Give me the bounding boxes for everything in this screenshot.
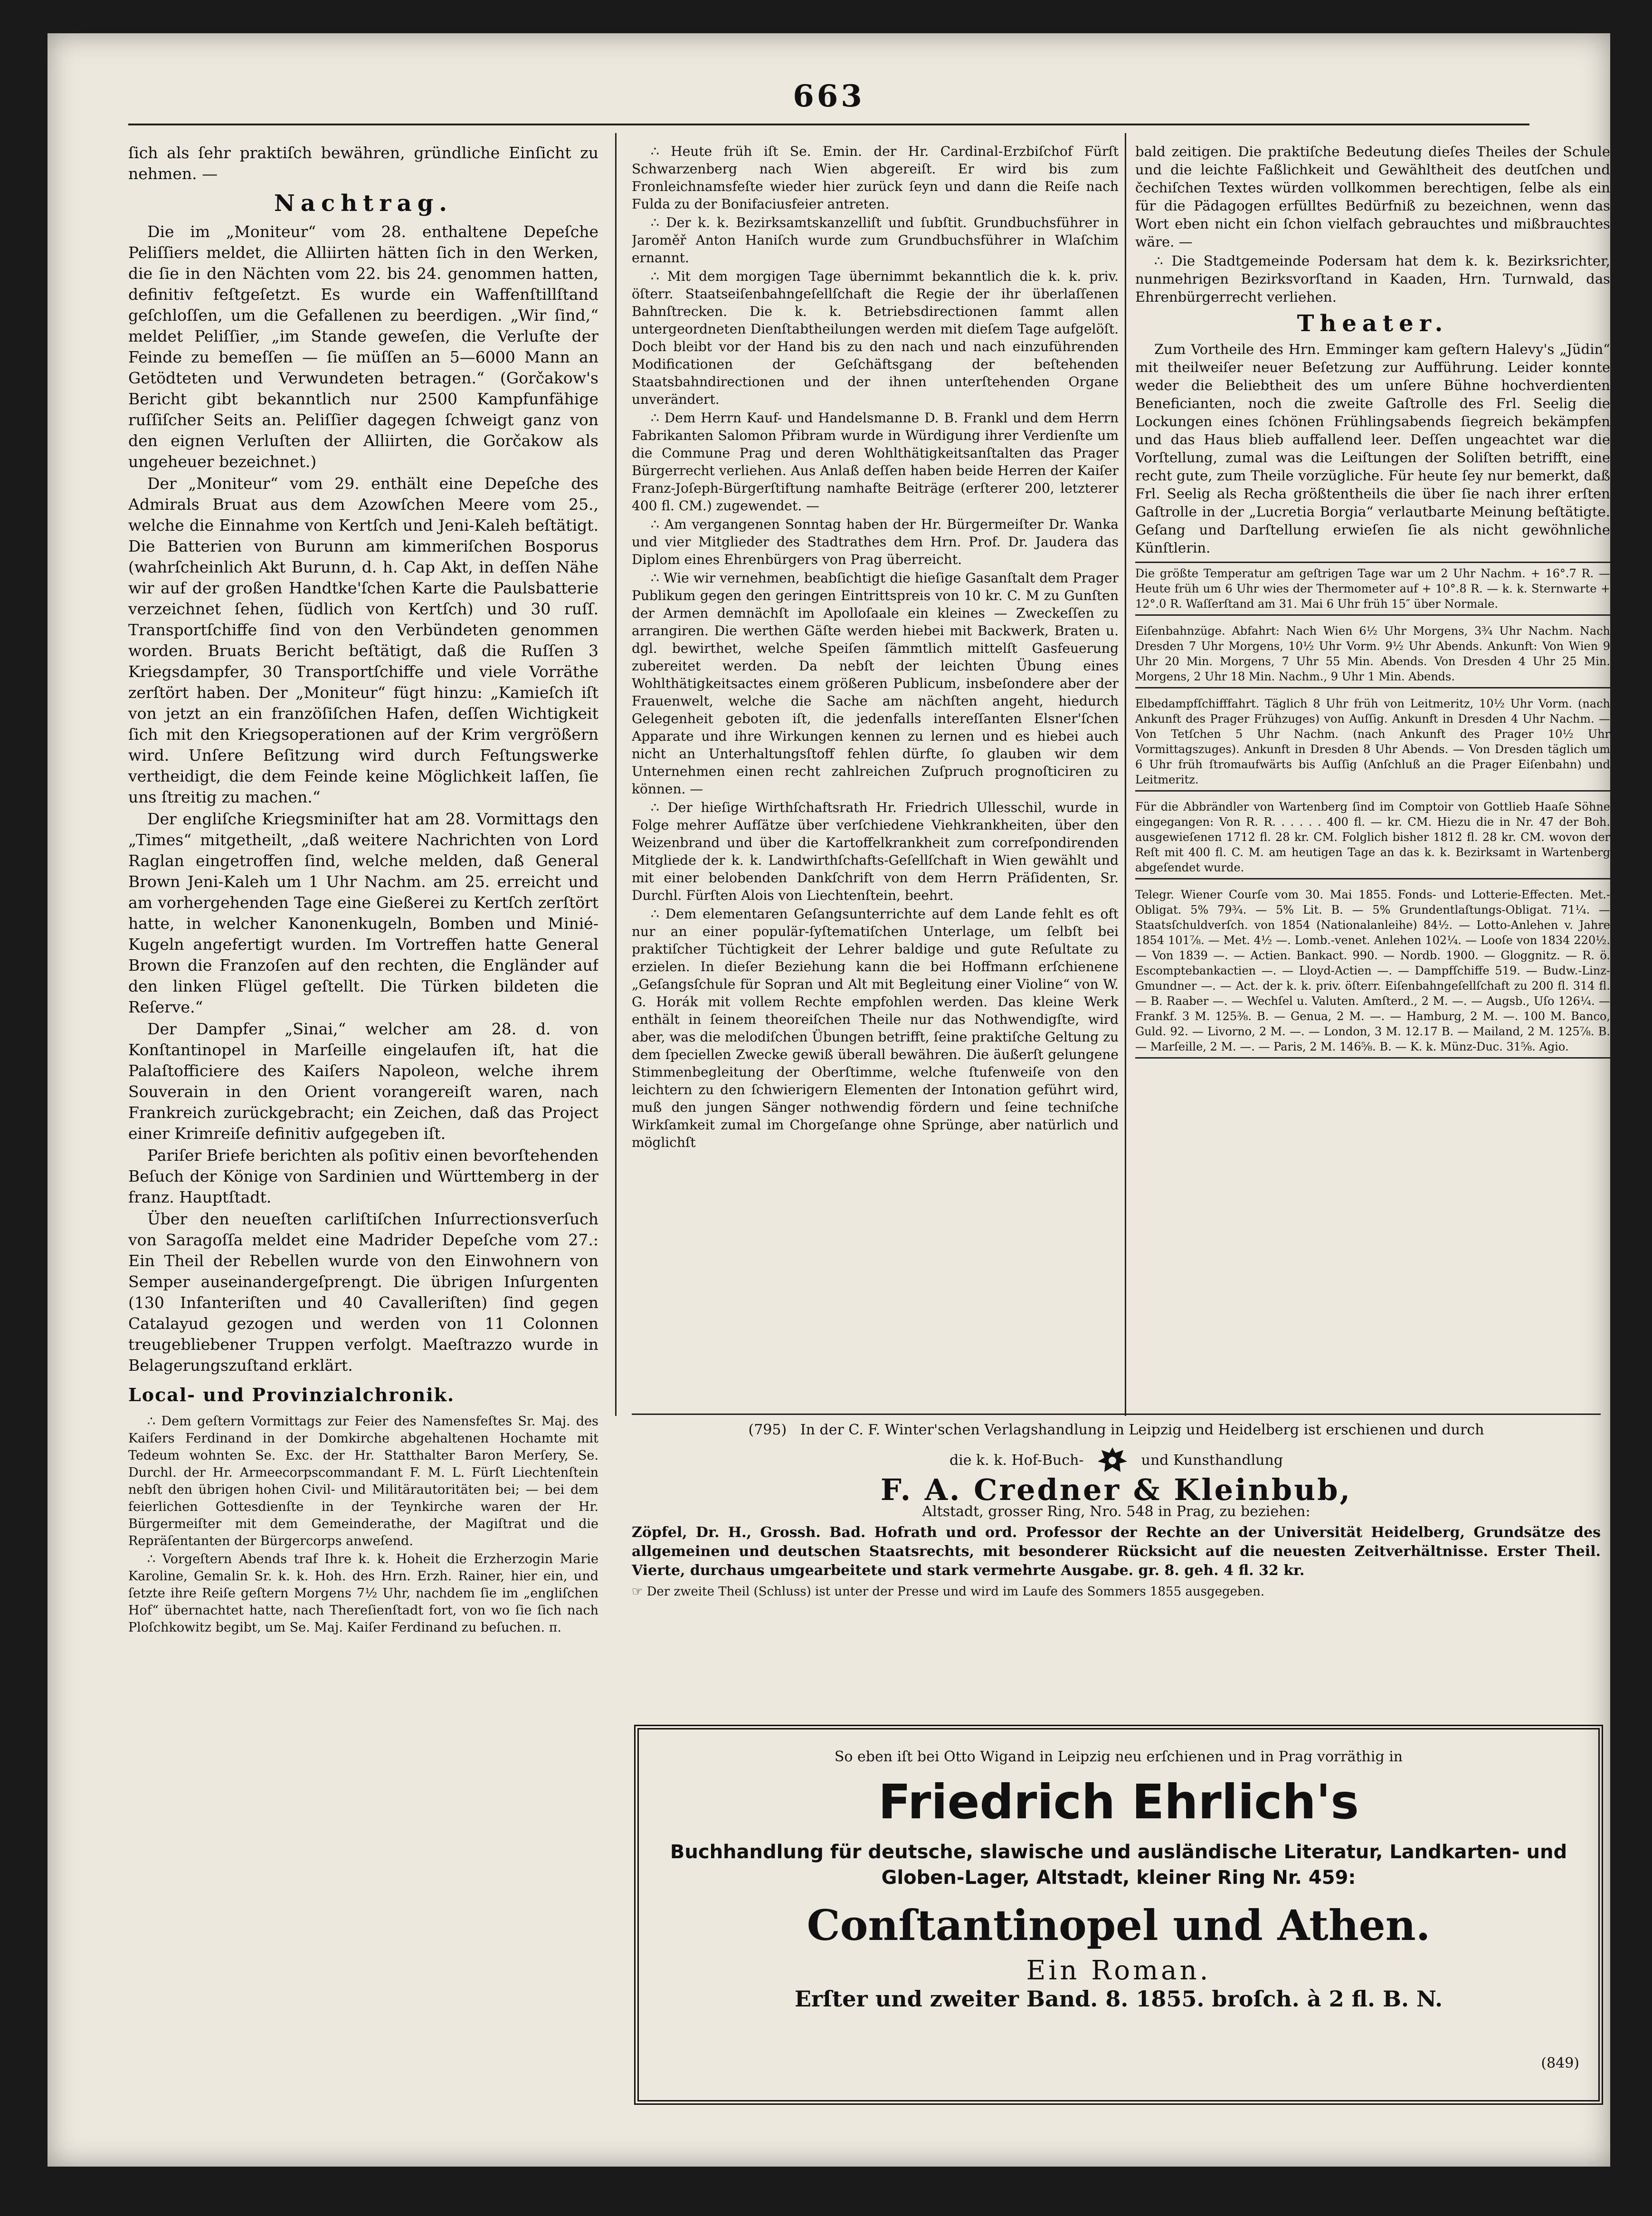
article-paragraph: Der „Moniteur“ vom 29. enthält eine Depeſche des Admirals Bruat aus dem Azowſchen Meere vom 25., welche die Einnahme von Kertſch und Jeni-Kaleh beſtätigt. Die Batterien von Burunn am kimmeriſchen Bosporus (wahrſcheinlich Akt Burunn, d. h. Cap Akt, in deſſen Nähe wir auf der großen Handtke'ſchen Karte die Paulsbatterie verzeichnet ſehen, ſüdlich von Kertſch) und 30 ruſſ. Transportſchiffe ſind von den Verbündeten genommen worden. Bruats Bericht beſtätigt, daß die Ruſſen 3 Kriegsdampfer, 30 Transportſchiffe und viele Vorräthe zerſtört haben. Der „Moniteur“ fügt hinzu: „Kamieſch iſt von jetzt an ein franzöſiſchen Hafen, deſſen Wichtigkeit ſich mit den Kriegsoperationen auf der Krim vergrößern wird. Unſere Beſitzung wird durch Feſtungswerke vertheidigt, die dem Feinde keine Möglichkeit laſſen, ſie uns ſtreitig zu machen.“ (128, 474, 598, 806)
column-divider-1 (615, 133, 617, 1416)
news-item: ∴ Der hieſige Wirthſchaftsrath Hr. Friedrich Ullesschil, wurde in Folge mehrer Aufſätze über verſchiedene Viehkrankheiten, über den Weizenbrand und über die Kartoffelkrankheit zum correſpondirenden Mitgliede der k. k. Landwirthſchafts-Geſellſchaft in Wien gewählt und mit einer belobenden Dankſchrift von dem Herrn Präſidenten, Sr. Durchl. Fürſten Alois von Liechtenſtein, beehrt. (632, 800, 1119, 903)
news-item: ∴ Dem elementaren Geſangsunterrichte auf dem Lande fehlt es oft nur an einer populär-ſyſtematiſchen Unterlage, um ſelbſt bei praktiſcher Tüchtigkeit der Lehrer baldige und gute Reſultate zu erzielen. In dieſer Beziehung kann die bei Hoffmann erſchienene „Geſangsſchule für Sopran und Alt mit Begleitung einer Violine“ von W. G. Horák mit vollem Rechte empfohlen werden. Das kleine Werk enthält in ſeinem theoreiſchen Theile nur das Nothwendigſte, wird aber, was die melodiſchen Übungen betrifft, ſeine praktiſche Geltung zu dem ſpeciellen Zwecke gewiß überall bewähren. Die äußerſt gelungene Stimmenbegleitung der Oberſtimme, welche ſtufenweiſe von den leichtern zu den ſchwierigern Elementen der Intonation geführt wird, muß den jungen Sänger nothwendig fördern und ſeine techniſche Wirkſamkeit zumal im Chorgeſange ohne Sprünge, aber natürlich und möglichſt (632, 906, 1119, 1150)
ad2-number: (849) (1541, 2055, 1579, 2072)
ad-note: ☞ Der zweite Theil (Schluss) ist unter der Presse und wird im Laufe des Sommers 1855 ausgegeben. (632, 1585, 1265, 1599)
news-item: bald zeitigen. Die praktiſche Bedeutung dieſes Theiles der Schule und die leichte Faßlichkeit und Gewähltheit des deutſchen und čechiſchen Textes würden vollkommen berechtigen, ſelbe als ein für die Pädagogen erfülltes Bedürfniß zu bezeichnen, wenn das Wort eben nicht ein ſchon vielfach gebrauchtes und mißbrauchtes wäre. — (1135, 143, 1610, 250)
donation-notice: Für die Abbrändler von Wartenberg ſind im Comptoir von Gottlieb Haaſe Söhne eingegangen: Von R. R. . . . . . 400 fl. — kr. CM. Hiezu die in Nr. 47 der Boh. ausgewieſenen 1712 fl. 28 kr. CM. Folglich bisher 1812 fl. 28 kr. CM. wovon der Reſt mit 400 fl. C. M. am heutigen Tage an das k. k. Bezirksamt in Wartenberg abgeſendet wurde. (1135, 796, 1610, 879)
newspaper-page (47, 33, 1610, 2167)
ad-publisher-text-b: und Kunsthandlung (1141, 1452, 1283, 1469)
news-item: ∴ Dem Herrn Kauf- und Handelsmanne D. B. Frankl und dem Herrn Fabrikanten Salomon Přibram wurde in Würdigung ihrer Verdienſte um die Commune Prag und deren Wohlthätigkeitsanſtalten das Prager Bürgerrecht verliehen. Aus Anlaß deſſen haben beide Herren der Kaiſer Franz-Joſeph-Bürgerſtiftung namhafte Beiträge (erſterer 200, letzterer 400 fl. CM.) zugewendet. — (632, 410, 1119, 514)
ad-address: Altstadt, grosser Ring, Nro. 548 in Prag, zu beziehen: (922, 1503, 1310, 1520)
ad-publisher-text-a: die k. k. Hof-Buch- (949, 1452, 1084, 1469)
article-paragraph: Die im „Moniteur“ vom 28. enthaltene Depeſche Peliſſiers meldet, die Alliirten hätten ſich in den Werken, die ſie in den Nächten vom 22. bis 24. genommen hatten, definitiv feſtgeſetzt. Es wurde ein Waffenſtillſtand geſchloſſen, um die Gefallenen zu beerdigen. „Wir ſind,“ meldet Peliſſier, „im Stande geweſen, die Verluſte der Feinde zu bemeſſen — ſie müſſen an 5—6000 Mann an Getödteten und Verwundeten betragen.“ (Gorčakow's Bericht gibt bekanntlich nur 2500 Kampfunfähige ruſſiſcher Seits an. Peliſſier dagegen ſchweigt ganz von den eignen Verluſten der Alliirten, die Gorčakow als ungeheuer bezeichnet.) (128, 222, 598, 471)
ad-book-description: Zöpfel, Dr. H., Grossh. Bad. Hofrath und ord. Professor der Rechte an der Universität Heidelberg, Grundsätze des allgemeinen und deutschen Staatsrechts, mit besonderer Rücksicht auf die neuesten Zeitverhältnisse. Erster Theil. Vierte, durchaus umgearbeitete und stark vermehrte Ausgabe. gr. 8. geh. 4 fl. 32 kr. (632, 1524, 1601, 1579)
lead-text: ſich als ſehr praktiſch bewähren, gründliche Einſicht zu nehmen. — (128, 143, 598, 183)
ad2-shop-name: Friedrich Ehrlich's (878, 1774, 1359, 1830)
advertisement-credner (632, 1421, 1601, 1601)
news-item: ∴ Der k. k. Bezirksamtskanzelliſt und ſubſtit. Grundbuchsführer in Jaroměř Anton Haniſch wurde zum Grundbuchsführer in Wlaſchim ernannt. (632, 215, 1119, 266)
theater-review: Zum Vortheile des Hrn. Emminger kam geſtern Halevy's „Jüdin“ mit theilweiſer neuer Beſetzung zur Aufführung. Leider konnte weder die Beliebtheit des um unſere Bühne hochverdienten Beneficianten, noch die zweite Gaſtrolle des Frl. Seelig die Lockungen eines ſchönen Frühlingsabends ſiegreich bekämpfen und das Haus blieb auffallend leer. Deſſen ungeachtet war die Vorſtellung, zumal was die Leiſtungen der Soliſten betrifft, eine recht gute, zum Theile vorzügliche. Für heute ſey nur bemerkt, daß Frl. Seelig als Recha größtentheils die über ſie nach ihrer erſten Gaſtrolle in der „Lucretia Borgia“ verlautbarte Meinung beſtätigte. Geſang und Darſtellung erwieſen ſie als nicht gewöhnliche Künſtlerin. (1135, 341, 1610, 556)
column-left (128, 143, 598, 2053)
ad2-price: Erſter und zweiter Band. 8. 1855. broſch. à 2 fl. B. N. (794, 1986, 1443, 2012)
ad-number: (795) (748, 1422, 787, 1438)
news-item: ∴ Vorgeſtern Abends traf Ihre k. k. Hoheit die Erzherzogin Marie Karoline, Gemalin Sr. k. k. Hoh. des Hrn. Erzh. Rainer, hier ein, und ſetzte ihre Reiſe geſtern Morgens 7½ Uhr, nachdem ſie im „engliſchen Hof“ übernachtet hatte, nach Thereſienſtadt fort, von wo ſie ſich nach Ploſchkowitz begibt, um Se. Maj. Kaiſer Ferdinand zu beſuchen. π. (128, 1552, 598, 1635)
article-paragraph: Der engliſche Kriegsminiſter hat am 28. Vormittags den „Times“ mitgetheilt, „daß weitere Nachrichten von Lord Raglan eingetroffen ſind, welche melden, daß General Brown Jeni-Kaleh um 1 Uhr Nachm. am 25. erreicht und am vorhergehenden Tage eine Gießerei zu Kertſch zerſtört hatte, in welcher Kanonenkugeln, Bomben und Minié-Kugeln angefertigt wurden. Im Vortreffen hatte General Brown die Franzoſen auf den rechten, die Engländer auf den linken Flügel geſtellt. Die Türken bildeten die Reſerve.“ (128, 810, 598, 1016)
advertisement-ehrlich (634, 1725, 1603, 2105)
section-heading-chronik: Local- und Provinzialchronik. (128, 1384, 455, 1405)
article-paragraph: Pariſer Briefe berichten als poſitiv einen bevorſtehenden Beſuch der Könige von Sardinien und Württemberg in der franz. Hauptſtadt. (128, 1146, 598, 1206)
train-schedule: Eiſenbahnzüge. Abfahrt: Nach Wien 6½ Uhr Morgens, 3¾ Uhr Nachm. Nach Dresden 7 Uhr Morgens, 10½ Uhr Vorm. 9½ Uhr Abends. Ankunft: Von Wien 9 Uhr 20 Min. Morgens, 7 Uhr 55 Min. Abends. Von Dresden 4 Uhr 25 Min. Morgens, 2 Uhr 18 Min. Nachm., 9 Uhr 1 Min. Abends. (1135, 621, 1610, 688)
news-item: ∴ Heute früh iſt Se. Emin. der Hr. Cardinal-Erzbiſchof Fürſt Schwarzenberg nach Wien abgereiſt. Er wird bis zum Fronleichnamsfeſte wieder hier zurück ſeyn und dann die Reiſe nach Fulda zu der Bonifaciusfeier antreten. (632, 143, 1119, 212)
column-right (1135, 143, 1610, 1435)
news-item: ∴ Am vergangenen Sonntag haben der Hr. Bürgermeiſter Dr. Wanka und vier Mitglieder des Stadtrathes dem Hrn. Prof. Dr. Jaudera das Diplom eines Ehrenbürgers von Prag überreicht. (632, 516, 1119, 567)
ad-firm-name: F. A. Credner & Kleinbub, (880, 1472, 1352, 1507)
ad2-book-tagline: Ein Roman. (1026, 1955, 1211, 1986)
section-heading-theater: Theater. (1297, 310, 1449, 337)
header-rule (128, 124, 1529, 125)
exchange-rates: Telegr. Wiener Courſe vom 30. Mai 1855. Fonds- und Lotterie-Effecten. Met.-Obligat. 5% 79¾. — 5% Lit. B. — 5% Grundentlaſtungs-Obligat. 71¼. — Staatsſchuldverſch. von 1854 (Nationalanleihe) 84½. — Lotto-Anlehen v. Jahre 1854 101⅞. — Met. 4½ —. Lomb.-venet. Anlehen 102¼. — Looſe von 1834 220½. — Von 1839 —. — Actien. Bankact. 990. — Nordb. 1900. — Gloggnitz. — R. ö. Escomptebankactien —. — Lloyd-Actien —. — Dampfſchiffe 519. — Budw.-Linz-Gmundner —. — Act. der k. k. priv. öſterr. Eiſenbahngeſellſchaft zu 200 fl. 314 fl. — B. Raaber —. — Wechſel u. Valuten. Amſterd., 2 M. —. — Augsb., Uſo 126¼. — Frankf. 3 M. 125⅜. B. — Genua, 2 M. —. — Hamburg, 2 M. —. 100 M. Banco, Guld. 92. — Livorno, 2 M. —. — London, 3 M. 12.17 B. — Mailand, 2 M. 125⅞. B. — Marſeille, 2 M. —. — Paris, 2 M. 146⅝. B. — K. k. Münz-Duc. 31⅝. Agio. (1135, 884, 1610, 1059)
ad2-shop-description: Buchhandlung für deutsche, slawische und ausländische Literatur, Landkarten- und Globen-Lager, Altstadt, kleiner Ring Nr. 459: (670, 1841, 1567, 1889)
news-item: ∴ Wie wir vernehmen, beabſichtigt die hieſige Gasanſtalt dem Prager Publikum gegen den geringen Eintrittspreis von 10 kr. C. M zu Gunſten der Armen demnächſt im Apolloſaale ein kleines — Zweckeſſen zu arrangiren. Die werthen Gäſte werden hiebei mit Backwerk, Braten u. dgl. bewirthet, welche Speiſen ſämmtlich mittelſt Gasfeuerung zubereitet werden. Da nebſt der leichten Übung eines Wohlthätigkeitsactes einem größeren Publicum, insbeſondere aber der Frauenwelt, welche die Sache am nächſten angeht, hiedurch Gelegenheit geboten iſt, die jedenfalls intereſſanten Elsner'ſchen Apparate und ihre Wirkungen kennen zu lernen und es hiebei auch nicht an Unterhaltungsſtoff fehlen dürfte, ſo glauben wir dem Unternehmen einen recht zahlreichen Zuſpruch prognoſticiren zu können. — (632, 570, 1119, 797)
article-paragraph: Über den neueſten carliſtiſchen Inſurrectionsverſuch von Saragoſſa meldet eine Madrider Depeſche vom 27.: Ein Theil der Rebellen wurde von den Einwohnern von Semper auseinandergeſprengt. Die übrigen Inſurgenten (130 Infanteriſten und 40 Cavalleriſten) ſind gegen Catalayud gezogen und werden von 11 Colonnen treugebliebener Truppen verfolgt. Maeſtrazzo wurde in Belagerungszuſtand erklärt. (128, 1210, 598, 1375)
ad-intro-text: In der C. F. Winter'schen Verlagshandlung in Leipzig und Heidelberg ist erschienen und durch (800, 1422, 1484, 1438)
article-paragraph: Der Dampfer „Sinai,“ welcher am 28. d. von Konſtantinopel in Marſeille eingelaufen iſt, hat die Palaſtofficiere des Kaiſers Napoleon, welche ihrem Souverain in den Orient vorangereiſt waren, nach Frankreich zurückgebracht; ein Zeichen, daß das Project einer Krimreiſe definitiv aufgegeben iſt. (128, 1020, 598, 1143)
page-number: 663 (793, 78, 865, 114)
ad-intro-line (632, 1421, 1601, 1440)
weather-report: Die größte Temperatur am geſtrigen Tage war um 2 Uhr Nachm. + 16°.7 R. — Heute früh um 6 Uhr wies der Thermometer auf + 10°.8 R. — k. k. Sternwarte + 12°.0 R. Waſſerſtand am 31. Mai 6 Uhr früh 15″ über Normale. (1135, 562, 1610, 616)
news-item: ∴ Dem geſtern Vormittags zur Feier des Namensfeſtes Sr. Maj. des Kaiſers Ferdinand in der Domkirche abgehaltenen Hochamte mit Tedeum wohnten Se. Exc. der Hr. Statthalter Baron Merſery, Se. Durchl. der Hr. Armeecorpscommandant F. M. L. Fürſt Liechtenſtein nebſt den übrigen hohen Civil- und Militärautoritäten bei; — bei dem feierlichen Gottesdienſte in der Teynkirche waren der Hr. Bürgermeiſter mit dem Gemeinderathe, der Magiſtrat und die Repräſentanten der Bürgercorps anweſend. (128, 1414, 598, 1548)
ad2-intro: So eben iſt bei Otto Wigand in Leipzig neu erſchienen und in Prag vorräthig in (834, 1748, 1403, 1765)
news-item: ∴ Mit dem morgigen Tage übernimmt bekanntlich die k. k. priv. öſterr. Staatseiſenbahngeſellſchaft die Regie der ihr überlaſſenen Bahnſtrecken. Die k. k. Betriebsdirectionen ſammt allen untergeordneten Dienſtabtheilungen werden mit dieſem Tage aufgelöſt. Doch bleibt vor der Hand bis zu den nach und nach einzuführenden Modificationen der Geſchäftsgang der beſtehenden Staatsbahndirectionen und der ihnen unterſtehenden Organe unverändert. (632, 268, 1119, 407)
steamer-schedule: Elbedampfſchifffahrt. Täglich 8 Uhr früh von Leitmeritz, 10½ Uhr Vorm. (nach Ankunft des Prager Frühzuges) von Auſſig. Ankunft in Dresden 4 Uhr Nachm. — Von Tetſchen 5 Uhr Nachm. (nach Ankunft des Prager 10½ Uhr Vormittagszuges). Ankunft in Dresden 8 Uhr Abends. — Von Dresden täglich um 6 Uhr früh ſtromaufwärts bis Auſſig (Anſchluß an die Prager Eiſenbahn) und Leitmeritz. (1135, 693, 1610, 792)
section-heading-nachtrag: Nachtrag. (274, 190, 453, 217)
column-divider-2 (1125, 133, 1126, 1416)
ad2-book-title: Conſtantinopel und Athen. (807, 1901, 1431, 1950)
ad-top-rule (632, 1414, 1601, 1415)
column-middle (632, 143, 1119, 1402)
news-item: ∴ Die Stadtgemeinde Podersam hat dem k. k. Bezirksrichter, nunmehrigen Bezirksvorſtand in Kaaden, Hrn. Turnwald, das Ehrenbürgerrecht verliehen. (1135, 253, 1610, 305)
